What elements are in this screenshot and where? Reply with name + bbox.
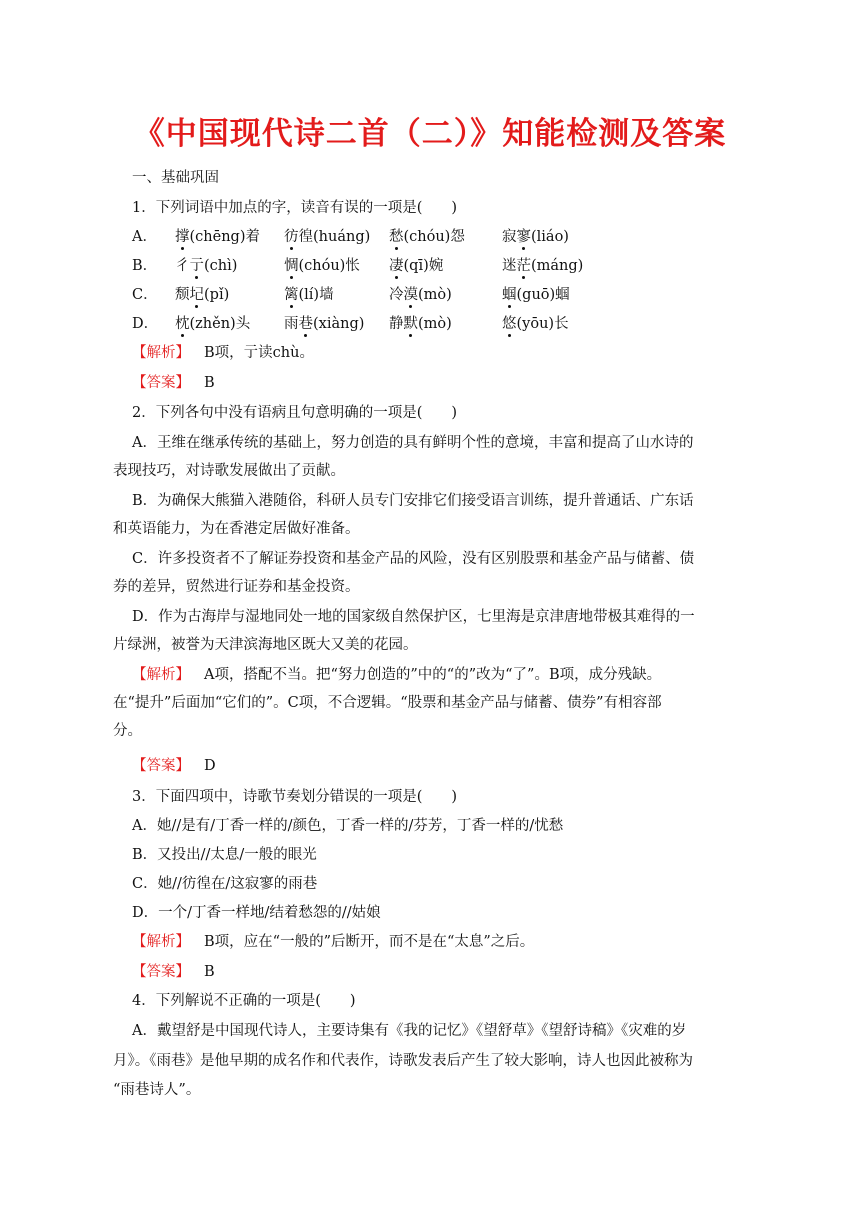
word-suffix: (máng)	[531, 258, 584, 274]
q2-answer	[132, 756, 216, 776]
word-suffix: (chēng)着	[189, 229, 260, 245]
q2-option-a: A．王维在继承传统的基础上，努力创造的具有鲜明个性的意境，丰富和提高了山水诗的	[132, 435, 694, 451]
word-prefix: 彳	[175, 258, 190, 274]
dotted-character: 愁	[389, 229, 404, 245]
q1-word	[389, 285, 452, 305]
q1-word	[284, 314, 364, 334]
analysis-tag: 【解析】	[132, 934, 190, 950]
analysis-text: B项，应在“一般的”后断开，而不是在“太息”之后。	[204, 934, 535, 950]
answer-tag: 【答案】	[132, 964, 190, 980]
q2-option-d-cont: 片绿洲，被誉为天津滨海地区既大又美的花园。	[113, 637, 418, 653]
q2-analysis	[132, 665, 661, 685]
answer-text: D	[204, 758, 216, 774]
analysis-tag: 【解析】	[132, 667, 190, 683]
q3-option-d: D．一个/丁香一样地/结着愁怨的//姑娘	[132, 905, 381, 921]
word-prefix: 冷	[389, 287, 404, 303]
q1-word	[284, 227, 370, 247]
q3-option-b: B．又投出//太息/一般的眼光	[132, 847, 317, 863]
word-suffix: (yōu)长	[516, 316, 569, 332]
q2-option-b: B．为确保大熊猫入港随俗，科研人员专门安排它们接受语言训练，提升普通话、广东话	[132, 493, 694, 509]
q2-option-a-cont: 表现技巧，对诗歌发展做出了贡献。	[113, 463, 345, 479]
q3-option-a: A．她//是有/丁香一样的/颜色，丁香一样的/芬芳，丁香一样的/忧愁	[132, 818, 564, 834]
word-suffix: (chóu)怨	[403, 229, 465, 245]
word-suffix: (guō)蝈	[516, 287, 570, 303]
answer-tag: 【答案】	[132, 758, 190, 774]
answer-text: B	[204, 375, 215, 391]
q1-word	[502, 285, 570, 305]
q1-word	[175, 285, 229, 305]
word-suffix: (mò)	[418, 287, 452, 303]
q1-word	[502, 314, 569, 334]
q1-analysis	[132, 343, 314, 363]
q1-option-label: B．	[132, 258, 158, 274]
dotted-character: 篱	[284, 287, 299, 303]
dotted-character: 默	[403, 316, 418, 332]
dotted-character: 悠	[502, 316, 517, 332]
q4-stem: 4．下列解说不正确的一项是( )	[132, 993, 356, 1009]
q1-stem: 1．下列词语中加点的字，读音有误的一项是( )	[132, 200, 458, 216]
q1-word	[502, 227, 569, 247]
analysis-tag: 【解析】	[132, 345, 190, 361]
dotted-character: 撑	[175, 229, 190, 245]
dotted-character: 圮	[189, 287, 204, 303]
dotted-character: 寥	[516, 229, 531, 245]
q1-option-label: A．	[132, 229, 157, 245]
dotted-character: 漠	[403, 287, 418, 303]
q2-analysis-cont: 在“提升”后面加“它们的”。C项，不合逻辑。“股票和基金产品与储蓄、债券”有相容部	[113, 695, 662, 711]
q4-option-a: A．戴望舒是中国现代诗人，主要诗集有《我的记忆》《望舒草》《望舒诗稿》《灾难的岁	[132, 1023, 687, 1039]
answer-tag: 【答案】	[132, 375, 190, 391]
q1-word	[389, 256, 443, 276]
q2-stem: 2．下列各句中没有语病且句意明确的一项是( )	[132, 405, 458, 421]
q1-option-label: D．	[132, 316, 159, 332]
q1-option-label: C．	[132, 287, 158, 303]
analysis-text: A项，搭配不当。把“努力创造的”中的“的”改为“了”。B项，成分残缺。	[204, 667, 662, 683]
dotted-character: 枕	[175, 316, 190, 332]
dotted-character: 巷	[298, 316, 313, 332]
word-suffix: (chì)	[204, 258, 238, 274]
dotted-character: 茫	[516, 258, 531, 274]
q1-word	[502, 256, 583, 276]
q1-word	[175, 256, 237, 276]
section-heading: 一、基础巩固	[132, 170, 219, 186]
answer-text: B	[204, 964, 215, 980]
analysis-text: B项，亍读chù。	[204, 345, 314, 361]
word-suffix: (chóu)怅	[298, 258, 360, 274]
q1-word	[284, 285, 334, 305]
q2-option-c: C．许多投资者不了解证券投资和基金产品的风险，没有区别股票和基金产品与储蓄、债	[132, 551, 695, 567]
word-suffix: 徨(huáng)	[298, 229, 371, 245]
q3-answer	[132, 962, 215, 982]
word-suffix: (pǐ)	[204, 287, 230, 303]
dotted-character: 凄	[389, 258, 404, 274]
q1-word	[175, 227, 260, 247]
q3-analysis	[132, 932, 534, 952]
word-prefix: 迷	[502, 258, 517, 274]
word-prefix: 雨	[284, 316, 299, 332]
page-title: 《中国现代诗二首（二）》知能检测及答案	[133, 116, 727, 152]
q2-option-c-cont: 券的差异，贸然进行证券和基金投资。	[113, 579, 360, 595]
q3-option-c: C．她//彷徨在/这寂寥的雨巷	[132, 876, 318, 892]
q2-option-b-cont: 和英语能力，为在香港定居做好准备。	[113, 521, 360, 537]
q2-analysis-cont2: 分。	[113, 723, 142, 739]
q1-word	[175, 314, 250, 334]
word-prefix: 颓	[175, 287, 190, 303]
word-prefix: 寂	[502, 229, 517, 245]
dotted-character: 蝈	[502, 287, 517, 303]
q3-stem: 3．下面四项中，诗歌节奏划分错误的一项是( )	[132, 789, 458, 805]
dotted-character: 惆	[284, 258, 299, 274]
word-suffix: (mò)	[418, 316, 452, 332]
q1-word	[389, 227, 465, 247]
word-suffix: (xiàng)	[313, 316, 365, 332]
dotted-character: 彷	[284, 229, 299, 245]
q2-option-d: D．作为古海岸与湿地同处一地的国家级自然保护区，七里海是京津唐地带极其难得的一	[132, 609, 695, 625]
q4-option-a-cont2: “雨巷诗人”。	[113, 1082, 201, 1098]
q4-option-a-cont: 月》。《雨巷》是他早期的成名作和代表作，诗歌发表后产生了较大影响，诗人也因此被称为	[113, 1053, 693, 1069]
word-suffix: (zhěn)头	[189, 316, 251, 332]
q1-word	[389, 314, 452, 334]
word-prefix: 静	[389, 316, 404, 332]
q1-answer	[132, 373, 215, 393]
q1-word	[284, 256, 360, 276]
word-suffix: (liáo)	[531, 229, 569, 245]
word-suffix: (qī)婉	[403, 258, 444, 274]
dotted-character: 亍	[189, 258, 204, 274]
word-suffix: (lí)墙	[298, 287, 334, 303]
